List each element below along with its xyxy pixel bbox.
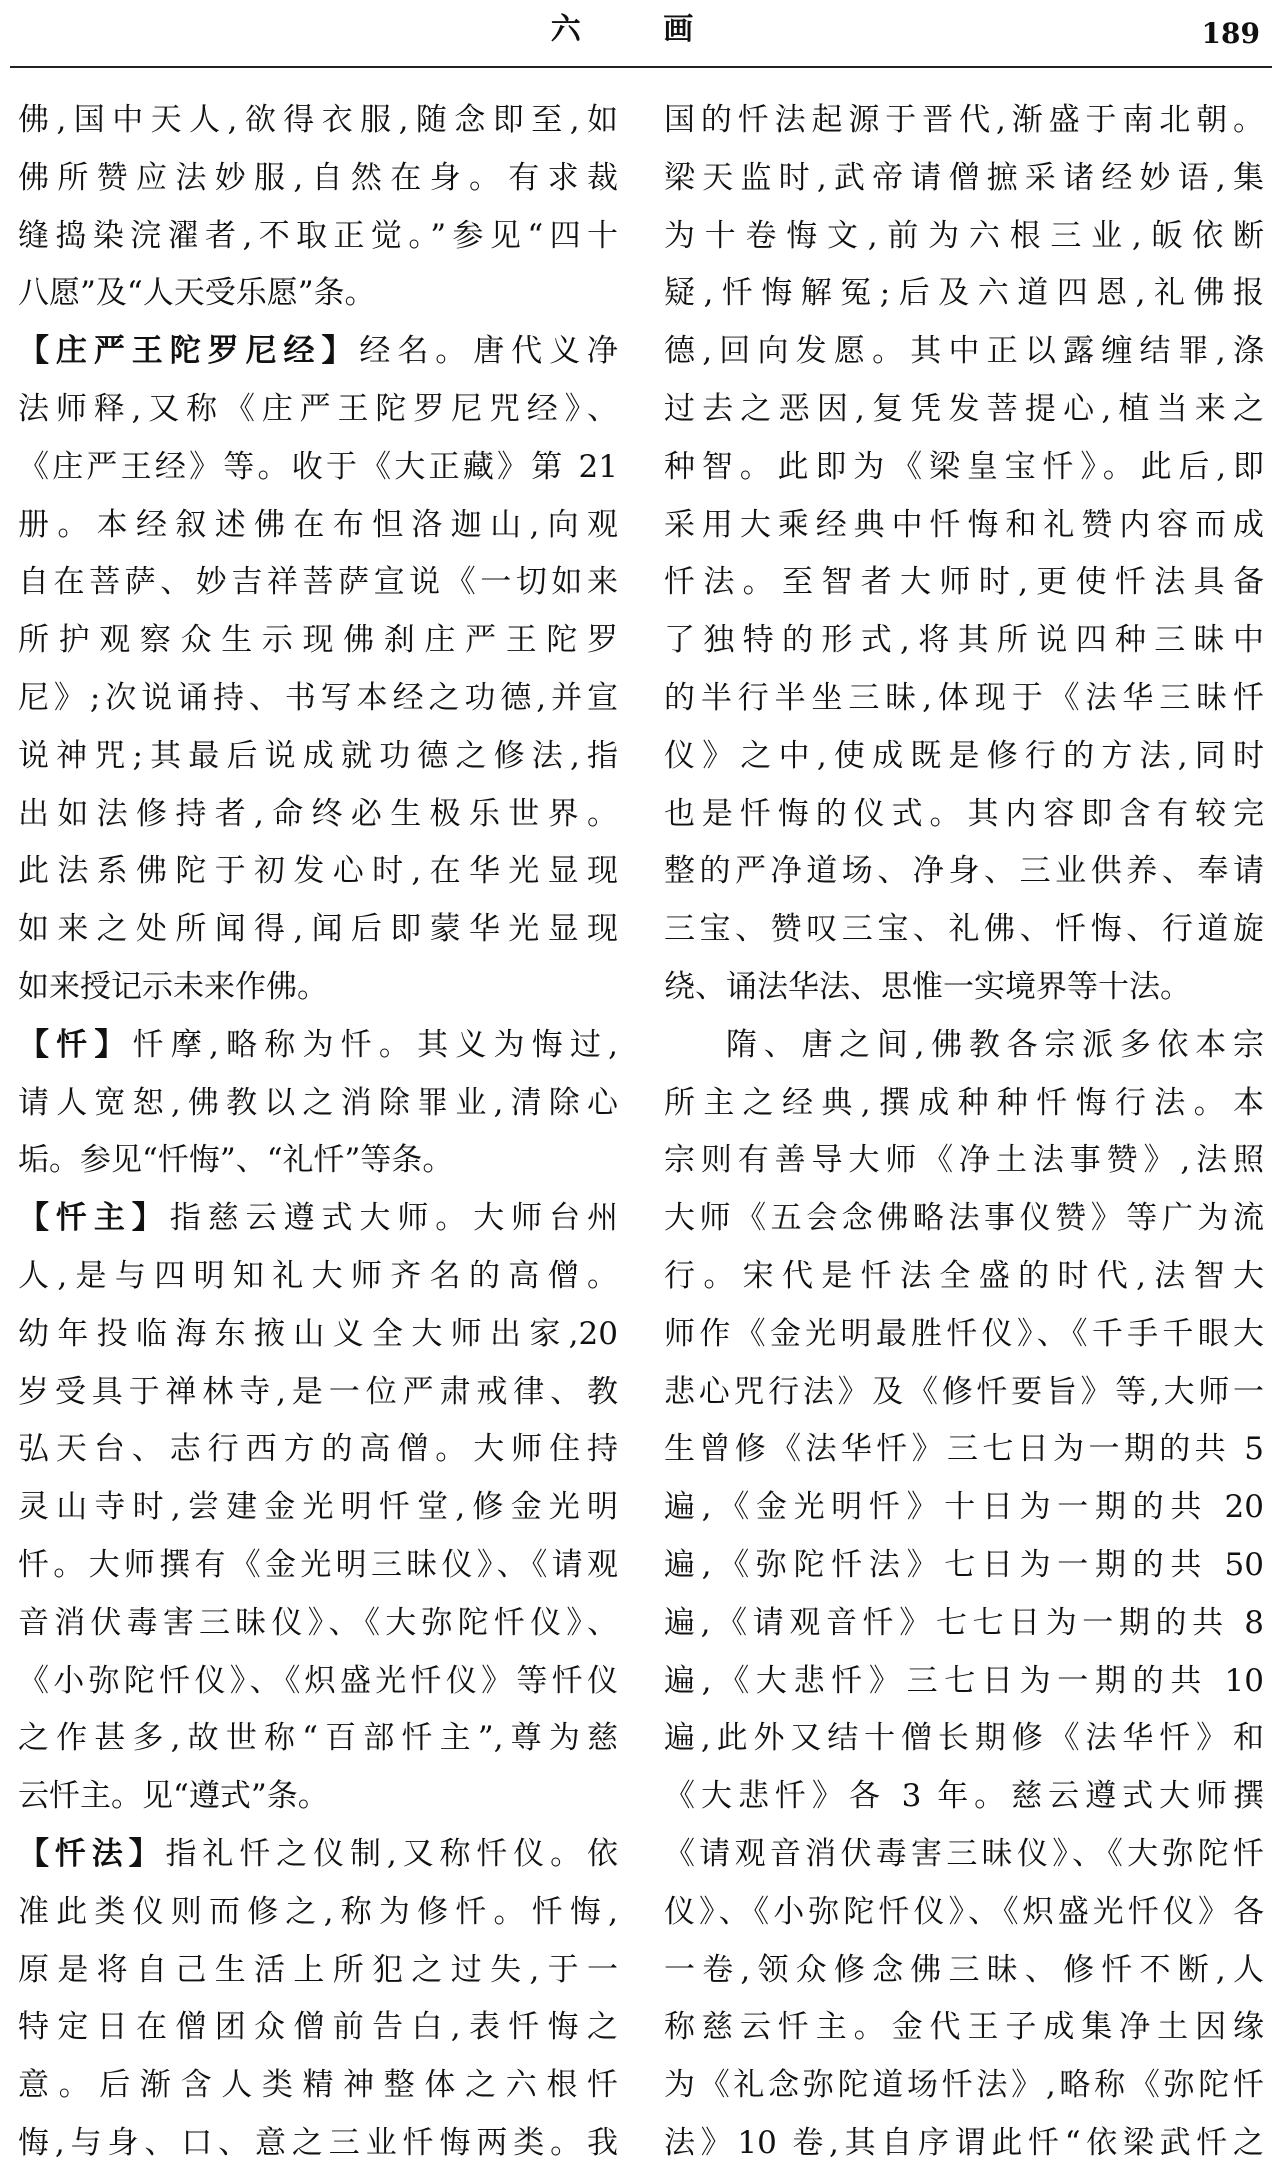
text-line: [18, 1826, 618, 1884]
line-text: 称慈云忏主。金代王子成集净土因缘: [664, 2009, 1264, 2046]
left-text-column: [18, 92, 619, 2161]
text-line: [664, 1537, 1264, 1595]
line-text: 佛所赞应法妙服,自然在身。有求裁: [18, 159, 618, 196]
text-line: [664, 1653, 1264, 1711]
text-line: [664, 901, 1264, 959]
text-line: [664, 2115, 1264, 2173]
line-text: 了独特的形式,将其所说四种三昧中: [664, 622, 1264, 659]
line-text: 生曾修《法华忏》三七日为一期的共 5: [664, 1431, 1264, 1468]
line-text: 尼》;次说诵持、书写本经之功德,并宣: [18, 679, 618, 716]
text-line: [18, 1942, 618, 2000]
line-text: 仪》、《小弥陀忏仪》、《炽盛光忏仪》各: [664, 1893, 1264, 1930]
text-line: [18, 728, 618, 786]
line-text: 原是将自己生活上所犯之过失,于一: [18, 1951, 618, 1988]
line-text: 为十卷悔文,前为六根三业,皈依断: [664, 217, 1264, 254]
line-text: 请人宽恕,佛教以之消除罪业,清除心: [18, 1084, 618, 1121]
text-line: [18, 1364, 618, 1422]
text-line: [664, 381, 1264, 439]
line-text: 过去之恶因,复凭发菩提心,植当来之: [664, 390, 1264, 427]
text-line: [664, 1075, 1264, 1133]
text-line: [18, 1421, 618, 1479]
text-line: [18, 1595, 618, 1653]
line-text: 之作甚多,故世称“百部忏主”,尊为慈: [18, 1720, 618, 1757]
line-text: 也是忏悔的仪式。其内容即含有较完: [664, 795, 1264, 832]
line-text: 《庄严王经》等。收于《大正藏》第 21: [18, 448, 618, 485]
line-text: 忏摩,略称为忏。其义为悔过,: [132, 1026, 618, 1063]
line-text: 师作《金光明最胜忏仪》、《千手千眼大: [664, 1315, 1264, 1352]
page-number: 189: [1201, 17, 1260, 50]
line-text: 灵山寺时,尝建金光明忏堂,修金光明: [18, 1489, 618, 1526]
line-text: 忏。大师撰有《金光明三昧仪》、《请观: [18, 1546, 618, 1583]
line-text: 准此类仪则而修之,称为修忏。忏悔,: [18, 1893, 618, 1930]
text-line: [664, 1479, 1264, 1537]
text-line: [664, 1826, 1264, 1884]
line-text: 国的忏法起源于晋代,渐盛于南北朝。: [664, 102, 1264, 138]
line-text: 缝捣染浣濯者,不取正觉。”参见“四十: [18, 217, 618, 254]
line-text: 册。本经叙述佛在布怛洛迦山,向观: [18, 506, 618, 543]
line-text: 此法系佛陀于初发心时,在华光显现: [18, 853, 618, 890]
text-line: [18, 1075, 618, 1133]
line-text: 弘天台、志行西方的高僧。大师住持: [18, 1431, 618, 1468]
line-text: 大师《五会念佛略法事仪赞》等广为流: [664, 1200, 1264, 1237]
text-line: [664, 1421, 1264, 1479]
line-text: 法》10 卷,其自序谓此忏“依梁武忏之: [664, 2124, 1264, 2161]
text-line: [18, 1653, 618, 1711]
line-text: 为《礼念弥陀道场忏法》,略称《弥陀忏: [664, 2067, 1264, 2104]
line-text: 仪》之中,使成既是修行的方法,同时: [664, 737, 1264, 774]
line-text: 《大悲忏》各 3 年。慈云遵式大师撰: [664, 1778, 1264, 1815]
line-text: 忏法。至智者大师时,更使忏法具备: [664, 564, 1264, 601]
text-line: [18, 265, 618, 323]
text-line: [664, 323, 1264, 381]
line-text: 遍,《请观音忏》七七日为一期的共 8: [664, 1604, 1264, 1641]
line-text: 三宝、赞叹三宝、礼佛、忏悔、行道旋: [664, 911, 1264, 948]
line-text: 自在菩萨、妙吉祥菩萨宣说《一切如来: [18, 564, 618, 601]
text-line: [664, 497, 1264, 555]
line-text: 所主之经典,撰成种种忏悔行法。本: [664, 1084, 1264, 1121]
line-text: 音消伏毒害三昧仪》、《大弥陀忏仪》、: [18, 1604, 618, 1641]
text-line: [18, 670, 618, 728]
line-text: 八愿”及“人天受乐愿”条。: [18, 275, 376, 312]
text-line: [18, 1768, 618, 1826]
entry-headword: 【忏主】: [18, 1200, 170, 1237]
text-line: [664, 1306, 1264, 1364]
text-line: [664, 208, 1264, 266]
line-text: 所护观察众生示现佛刹庄严王陀罗: [18, 622, 618, 659]
entry-headword: 【庄严王陀罗尼经】: [18, 333, 360, 370]
text-line: [664, 1364, 1264, 1422]
text-line: [664, 1248, 1264, 1306]
line-text: 绕、诵法华法、思惟一实境界等十法。: [664, 968, 1191, 1005]
line-text: 隋、唐之间,佛教各宗派多依本宗: [726, 1026, 1264, 1063]
line-text: 如来授记示未来作佛。: [18, 968, 328, 1005]
text-line: [18, 554, 618, 612]
text-line: [664, 786, 1264, 844]
entry-headword: 【忏法】: [18, 1835, 166, 1872]
line-text: 佛,国中天人,欲得衣服,随念即至,如: [18, 102, 618, 138]
text-line: [664, 2057, 1264, 2115]
text-line: [18, 2115, 618, 2173]
page-header: [0, 0, 1280, 70]
text-line: [18, 1479, 618, 1537]
line-text: 遍,《大悲忏》三七日为一期的共 10: [664, 1662, 1264, 1699]
text-line: [664, 728, 1264, 786]
header-rule: [10, 66, 1272, 68]
line-text: 整的严净道场、净身、三业供养、奉请: [664, 853, 1264, 890]
text-line: [18, 959, 618, 1017]
text-line: [664, 1999, 1264, 2057]
line-text: 特定日在僧团众僧前告白,表忏悔之: [18, 2009, 618, 2046]
line-text: 德,回向发愿。其中正以露缠结罪,涤: [664, 333, 1264, 370]
line-text: 岁受具于禅林寺,是一位严肃戒律、教: [18, 1373, 618, 1410]
text-line: [18, 1017, 618, 1075]
text-line: [18, 381, 618, 439]
text-line: [664, 439, 1264, 497]
right-text-column: [664, 92, 1264, 2161]
line-text: 悔,与身、口、意之三业忏悔两类。我: [18, 2124, 618, 2161]
text-line: [664, 843, 1264, 901]
text-line: [664, 959, 1264, 1017]
line-text: 遍,此外又结十僧长期修《法华忏》和: [664, 1720, 1264, 1757]
line-text: 《请观音消伏毒害三昧仪》、《大弥陀忏: [664, 1835, 1264, 1872]
text-line: [664, 1017, 1264, 1075]
line-text: 疑,忏悔解冤;后及六道四恩,礼佛报: [664, 275, 1264, 312]
line-text: 说神咒;其最后说成就功德之修法,指: [18, 737, 618, 774]
text-line: [18, 1306, 618, 1364]
line-text: 人,是与四明知礼大师齐名的高僧。: [18, 1257, 618, 1294]
text-line: [664, 554, 1264, 612]
line-text: 指慈云遵式大师。大师台州: [169, 1200, 618, 1237]
text-line: [664, 265, 1264, 323]
text-line: [664, 1768, 1264, 1826]
line-text: 垢。参见“忏悔”、“礼忏”等条。: [18, 1142, 454, 1179]
line-text: 遍,《金光明忏》十日为一期的共 20: [664, 1489, 1264, 1526]
text-line: [18, 1248, 618, 1306]
text-line: [664, 1132, 1264, 1190]
text-line: [18, 1190, 618, 1248]
line-text: 指礼忏之仪制,又称忏仪。依: [165, 1835, 619, 1872]
text-line: [18, 150, 618, 208]
text-line: [18, 2057, 618, 2115]
line-text: 遍,《弥陀忏法》七日为一期的共 50: [664, 1546, 1264, 1583]
text-line: [664, 1595, 1264, 1653]
running-head-title: 六 画: [550, 12, 730, 47]
line-text: 的半行半坐三昧,体现于《法华三昧忏: [664, 679, 1264, 716]
text-line: [664, 1942, 1264, 2000]
text-line: [664, 670, 1264, 728]
text-line: [664, 1710, 1264, 1768]
text-line: [18, 612, 618, 670]
entry-headword: 【忏】: [18, 1026, 133, 1063]
line-text: 种智。此即为《梁皇宝忏》。此后,即: [664, 448, 1264, 485]
text-line: [664, 612, 1264, 670]
line-text: 法师释,又称《庄严王陀罗尼咒经》、: [18, 390, 618, 427]
line-text: 行。宋代是忏法全盛的时代,法智大: [664, 1257, 1264, 1294]
line-text: 意。后渐含人类精神整体之六根忏: [18, 2067, 618, 2104]
line-text: 梁天监时,武帝请僧摭采诸经妙语,集: [664, 159, 1264, 196]
text-line: [18, 208, 618, 266]
line-text: 出如法修持者,命终必生极乐世界。: [18, 795, 618, 832]
text-line: [18, 439, 618, 497]
text-line: [18, 786, 618, 844]
line-text: 《小弥陀忏仪》、《炽盛光忏仪》等忏仪: [18, 1662, 618, 1699]
text-line: [18, 1132, 618, 1190]
line-text: 采用大乘经典中忏悔和礼赞内容而成: [664, 506, 1264, 543]
text-line: [18, 497, 618, 555]
line-text: 经名。唐代义净: [359, 333, 619, 370]
text-line: [18, 1884, 618, 1942]
text-line: [664, 1190, 1264, 1248]
line-text: 宗则有善导大师《净土法事赞》,法照: [664, 1142, 1264, 1179]
text-line: [18, 1999, 618, 2057]
line-text: 悲心咒行法》及《修忏要旨》等,大师一: [664, 1373, 1264, 1410]
text-line: [18, 323, 618, 381]
text-line: [18, 843, 618, 901]
text-line: [664, 1884, 1264, 1942]
text-line: [18, 901, 618, 959]
text-line: [18, 92, 618, 150]
line-text: 一卷,领众修念佛三昧、修忏不断,人: [664, 1951, 1264, 1988]
text-line: [664, 92, 1264, 150]
line-text: 云忏主。见“遵式”条。: [18, 1778, 329, 1815]
line-text: 如来之处所闻得,闻后即蒙华光显现: [18, 911, 618, 948]
text-line: [664, 150, 1264, 208]
text-line: [18, 1537, 618, 1595]
line-text: 幼年投临海东掖山义全大师出家,20: [18, 1315, 618, 1352]
text-line: [18, 1710, 618, 1768]
